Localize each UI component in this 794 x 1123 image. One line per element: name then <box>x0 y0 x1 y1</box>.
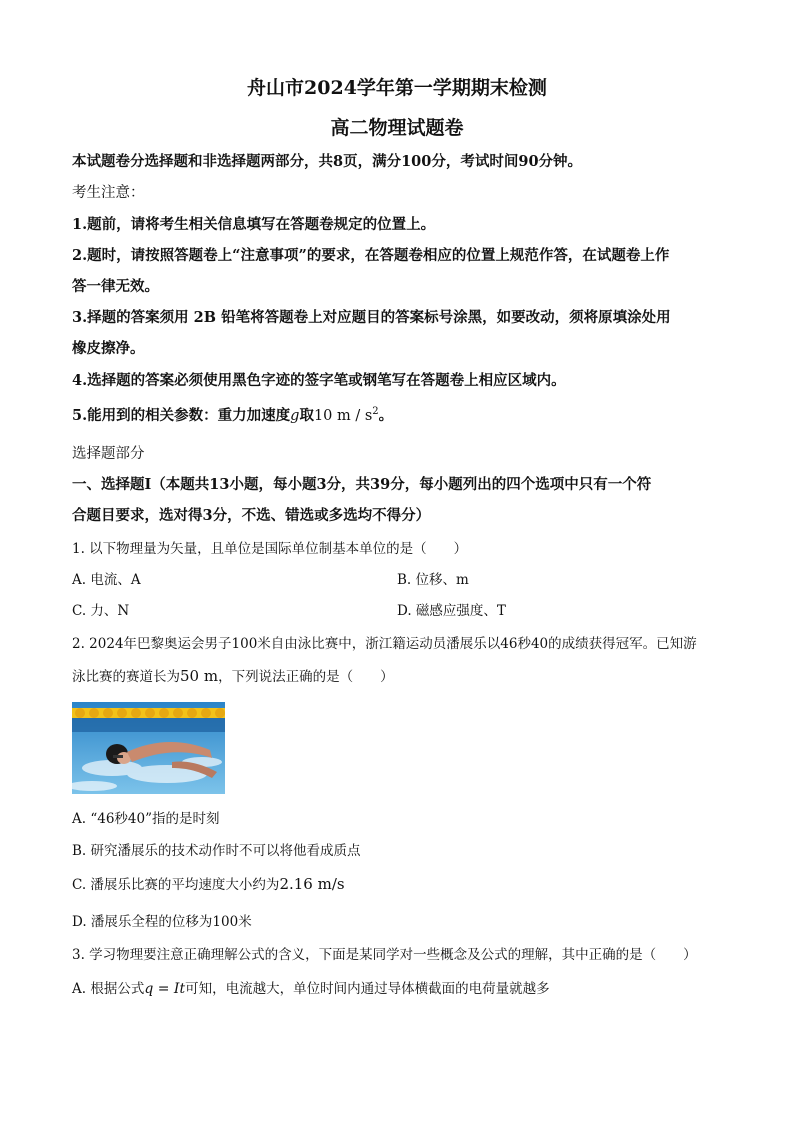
q1-option-a: A. 电流、A <box>72 572 141 588</box>
q3-option-a-suffix: 可知，电流越大，单位时间内通过导体横截面的电荷量就越多 <box>185 981 550 997</box>
note-5-value: 10 m / s <box>313 408 373 424</box>
q3-formula: q = It <box>144 981 186 997</box>
note-1: 1.题前，请将考生相关信息填写在答题卷规定的位置上。 <box>72 216 436 233</box>
note-5-var: g <box>290 408 300 424</box>
q1-option-c: C. 力、N <box>72 603 130 619</box>
q2-option-c-value: 2.16 m/s <box>279 875 345 893</box>
note-5 <box>72 404 393 425</box>
note-4: 4.选择题的答案必须使用黑色字迹的签字笔或钢笔写在答题卷上相应区域内。 <box>72 372 566 389</box>
note-5-mid: 取 <box>299 407 314 424</box>
section-heading-line-2: 合题目要求，选对得3分，不选、错选或多选均不得分） <box>72 507 431 524</box>
q1-option-b: B. 位移、m <box>397 572 469 588</box>
q2-option-b: B. 研究潘展乐的技术动作时不可以将他看成质点 <box>72 843 361 859</box>
q2-stem-line-2 <box>72 665 394 685</box>
q2-stem-prefix: 泳比赛的赛道长为 <box>72 669 180 685</box>
note-5-end: 。 <box>378 407 394 424</box>
q2-option-a: A. “46秒40”指的是时刻 <box>72 811 220 827</box>
section-heading-line-1: 一、选择题Ⅰ（本题共13小题，每小题3分，共39分，每小题列出的四个选项中只有一个符 <box>72 476 652 493</box>
q2-stem-line-1: 2. 2024年巴黎奥运会男子100米自由泳比赛中，浙江籍运动员潘展乐以46秒40的成绩获得冠军。已知游 <box>72 636 697 652</box>
q3-option-a <box>72 977 550 997</box>
note-5-prefix: 5.能用到的相关参数：重力加速度 <box>72 407 291 424</box>
note-3-line-2: 橡皮擦净。 <box>72 340 145 357</box>
q2-option-c-prefix: C. 潘展乐比赛的平均速度大小约为 <box>72 877 280 893</box>
note-2-line-1: 2.题时，请按照答题卷上“注意事项”的要求，在答题卷相应的位置上规范作答，在试题卷上作 <box>72 247 670 264</box>
exam-summary: 本试题卷分选择题和非选择题两部分，共8页，满分100分，考试时间90分钟。 <box>72 153 583 170</box>
note-2-line-2: 答一律无效。 <box>72 278 159 295</box>
q1-stem: 1. 以下物理量为矢量，且单位是国际单位制基本单位的是（ ） <box>72 541 468 557</box>
q1-option-d: D. 磁感应强度、T <box>397 603 506 619</box>
q2-track-length: 50 m <box>180 667 219 685</box>
exam-title: 舟山市2024学年第一学期期末检测 <box>247 77 547 99</box>
part-label: 选择题部分 <box>72 446 145 462</box>
exam-subtitle: 高二物理试题卷 <box>330 117 464 139</box>
q2-stem-suffix: ，下列说法正确的是（ ） <box>218 669 394 685</box>
swimmer-photo <box>72 702 225 794</box>
q3-stem: 3. 学习物理要注意正确理解公式的含义，下面是某同学对一些概念及公式的理解，其中正确的是（ ） <box>72 947 697 963</box>
q3-option-a-prefix: A. 根据公式 <box>72 981 145 997</box>
notice-title: 考生注意： <box>72 185 145 201</box>
note-3-line-1: 3.择题的答案须用 2B 铅笔将答题卷上对应题目的答案标号涂黑，如要改动，须将原填涂处用 <box>72 309 671 326</box>
q2-option-d: D. 潘展乐全程的位移为100米 <box>72 914 252 930</box>
q2-option-c <box>72 873 345 893</box>
note-5-exp: 2 <box>372 406 379 418</box>
